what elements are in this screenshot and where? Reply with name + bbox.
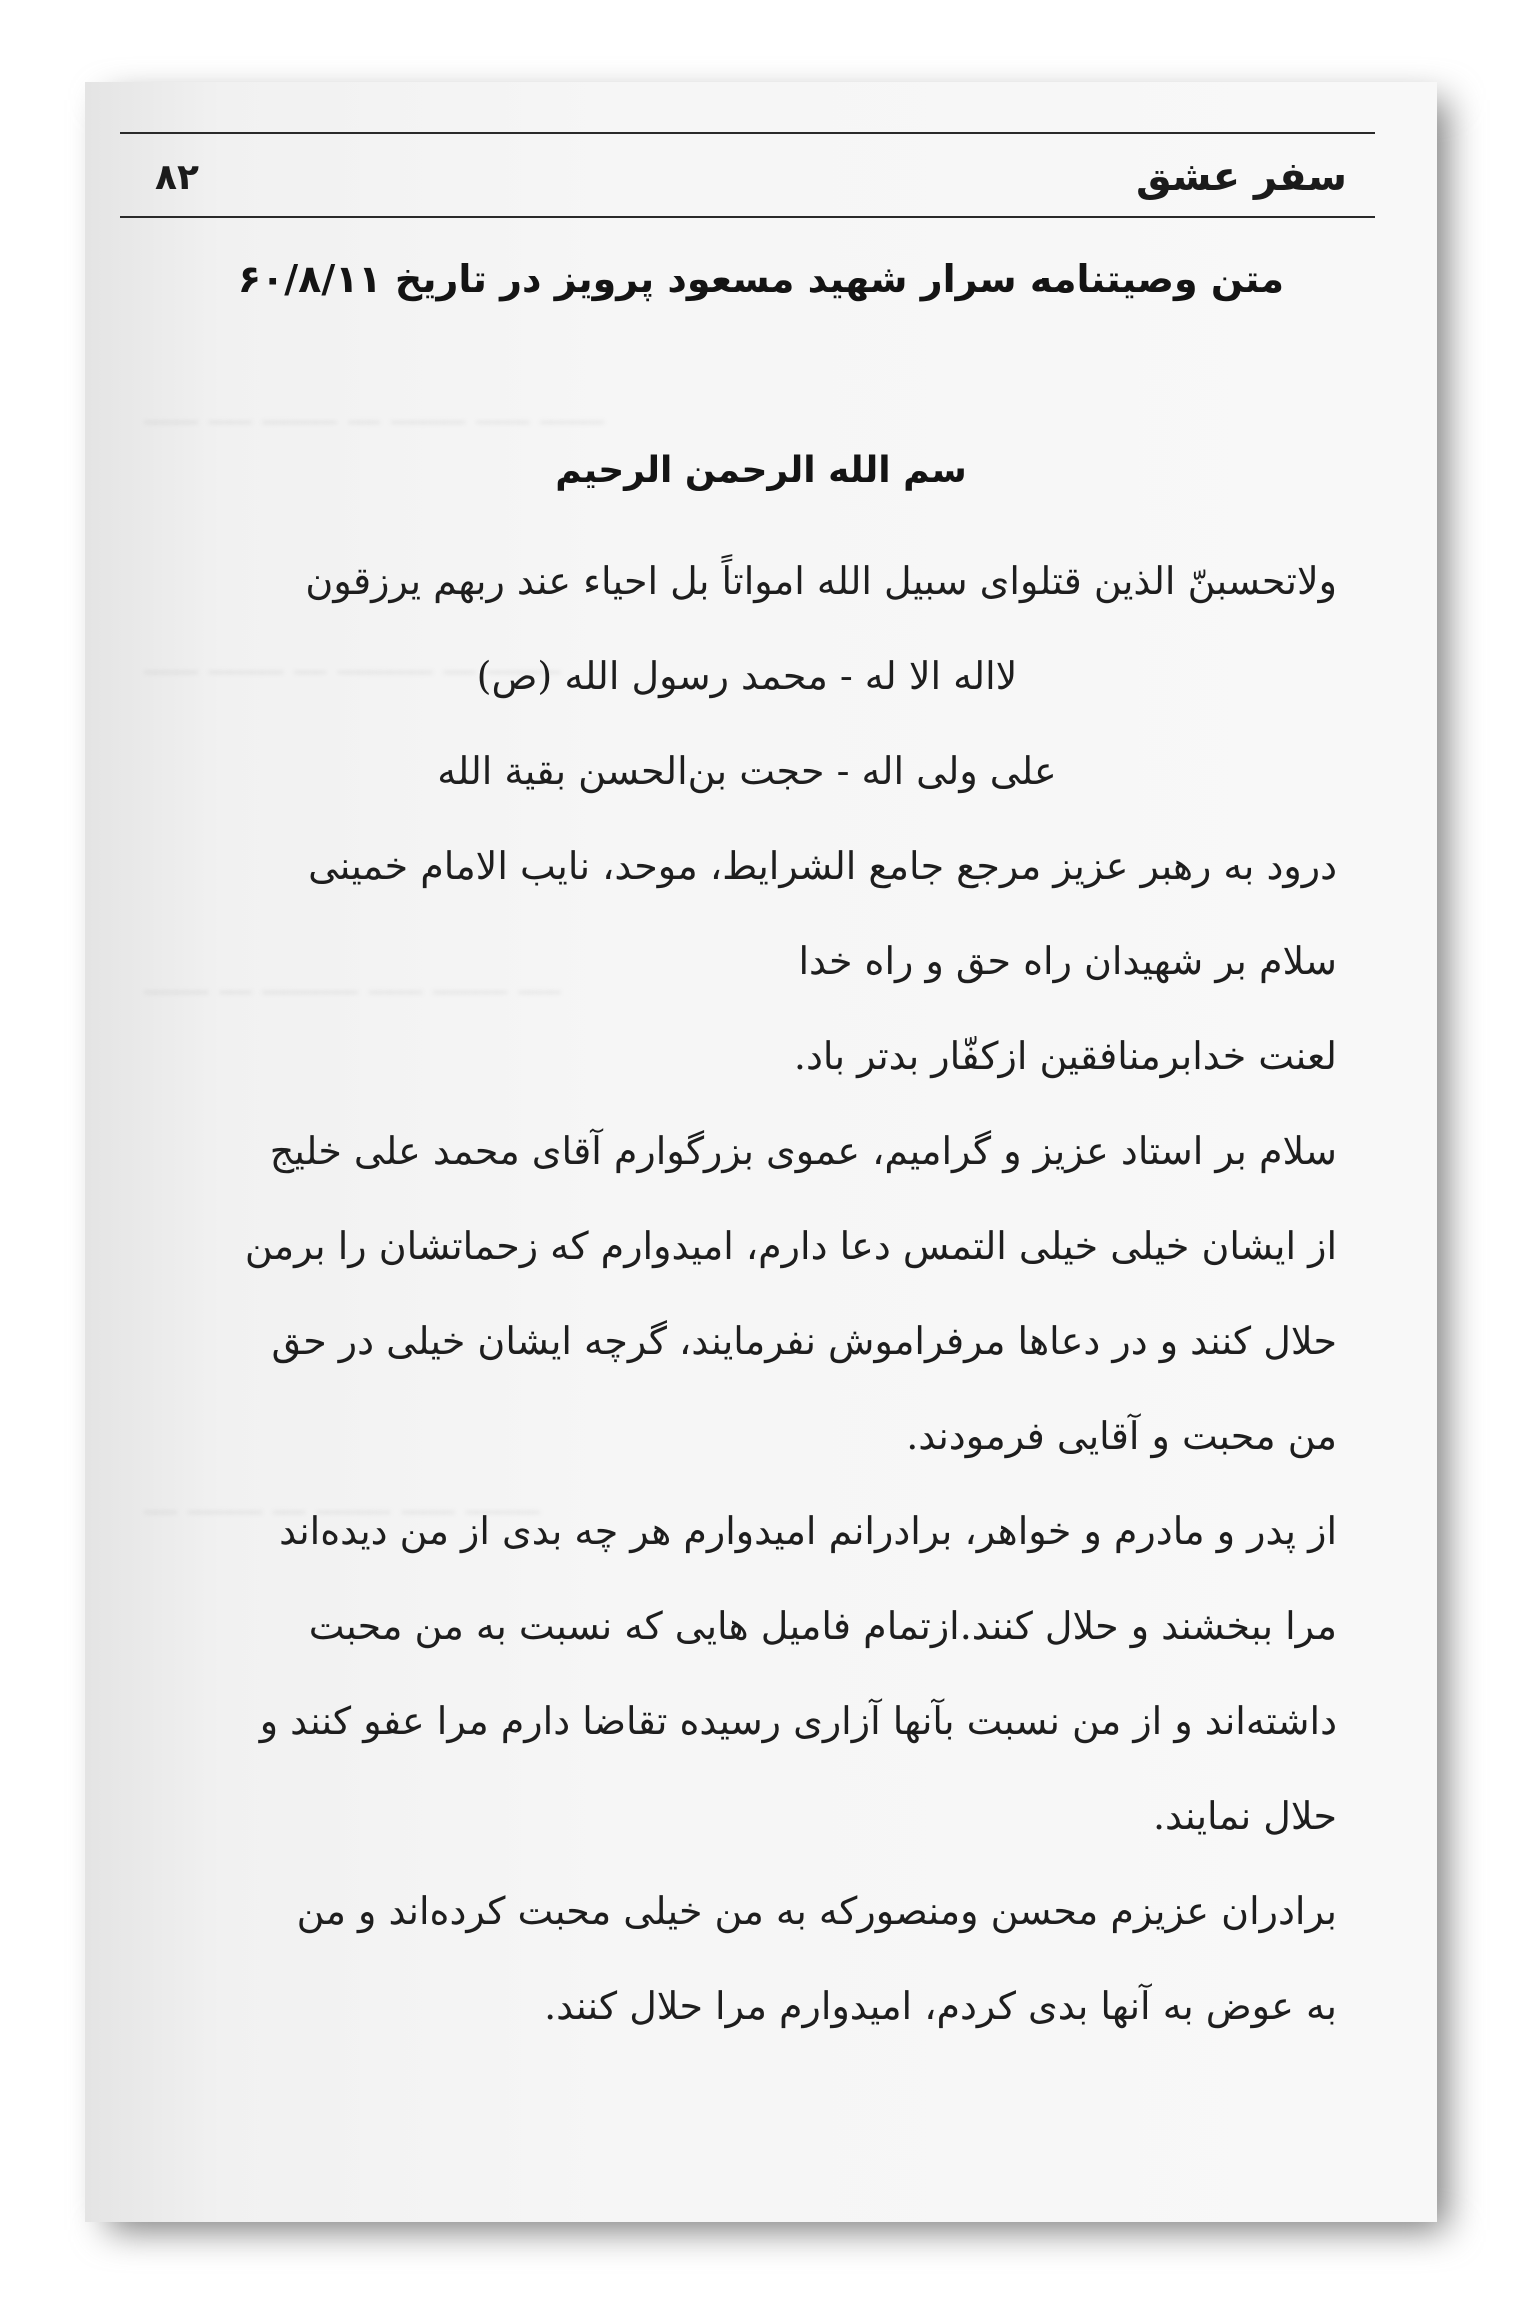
body-line: برادران عزیزم محسن ومنصورکه به من خیلی محبت کرده‌اند و من bbox=[296, 1889, 1337, 1933]
body-line: حلال نمایند. bbox=[1152, 1794, 1337, 1838]
body-line: حلال کنند و در دعاها مرفراموش نفرمایند، گرچه ایشان خیلی در حق bbox=[271, 1319, 1337, 1363]
body-line: لااله الا له - محمد رسول الله (ص) bbox=[476, 654, 1018, 698]
header-top-rule bbox=[120, 132, 1375, 134]
body-line: مرا ببخشند و حلال کنند.ازتمام فامیل هایی که نسبت به من محبت bbox=[308, 1604, 1337, 1648]
body-line: سلام بر شهیدان راه حق و راه خدا bbox=[798, 939, 1337, 983]
bleed-through: ــــ ـــــــ ـــــ ـــــــــ ـــ ــــــ bbox=[145, 962, 561, 1003]
body-line: ولاتحسبنّ الذین قتلوای سبیل الله امواتاً بل احیاء عند ربهم یرزقون bbox=[305, 559, 1337, 603]
body-line: از پدر و مادرم و خواهر، برادرانم امیدوارم هر چه بدی از من دیده‌اند bbox=[279, 1509, 1337, 1553]
body-line: سلام بر استاد عزیز و گرامیم، عموی بزرگوارم آقای محمد علی خلیج bbox=[269, 1129, 1337, 1173]
book-page bbox=[85, 82, 1437, 2222]
page-header bbox=[155, 142, 1347, 212]
basmala-heading: سم الله الرحمن الرحیم bbox=[555, 450, 967, 491]
bleed-through: ـــــــ ـــ ـــــــــ ـــ ـــــــ ـــــ bbox=[145, 642, 561, 683]
bleed-through: ــــــ ـــــ ـــــــ ـــ ـــــــ ــــ ـــــ bbox=[145, 392, 604, 433]
body-line: من محبت و آقایی فرمودند. bbox=[906, 1414, 1337, 1458]
page-number: ۸۲ bbox=[155, 156, 199, 198]
body-line: به عوض به آنها بدی کردم، امیدوارم مرا حلال کنند. bbox=[544, 1984, 1337, 2028]
running-title: سفر عشق bbox=[1135, 154, 1347, 200]
bleed-through: ـــــــ ـــــ ـــــــ ـــ ـــــــ ـــ bbox=[145, 1482, 540, 1523]
body-line: علی ولی اله - حجت بن‌الحسن بقیة الله bbox=[437, 749, 1057, 793]
body-line: درود به رهبر عزیز مرجع جامع الشرایط، موحد، نایب الامام خمینی bbox=[308, 844, 1337, 888]
testament-body bbox=[157, 534, 1337, 2054]
body-line: داشته‌اند و از من نسبت بآنها آزاری رسیده تقاضا دارم مرا عفو کنند و bbox=[259, 1699, 1337, 1743]
header-bottom-rule bbox=[120, 216, 1375, 218]
document-title: متن وصیتنامه سرار شهید مسعود پرویز در تاریخ ۶۰/۸/۱۱ bbox=[237, 257, 1285, 301]
body-line: از ایشان خیلی خیلی التمس دعا دارم، امیدوارم که زحماتشان را برمن bbox=[244, 1224, 1337, 1268]
body-line: لعنت خدابرمنافقین ازکفّار بدتر باد. bbox=[793, 1034, 1337, 1078]
